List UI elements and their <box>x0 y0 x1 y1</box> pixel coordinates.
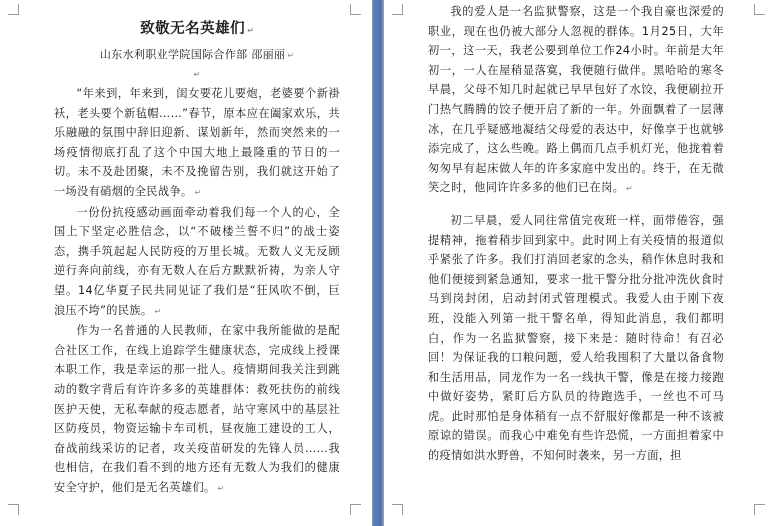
document-title[interactable] <box>54 16 340 44</box>
crop-mark-bottom-right <box>754 504 765 515</box>
paragraph-text: 作为一名普通的人民教师，在家中我所能做的是配合社区工作，在线上追踪学生健康状态，完成线上授课本职工作，我是幸运的那一批人。疫情期间我关注到跳动的数字背后有许许多多的英雄群体：救死扶伤的前线医护天使，无私奉献的疫志愿者，站守寒风中的基层社区防疫员，物资运输卡车司机，昼夜施工建设的工人，奋战前线采访的记者，攻关疫苗研发的先锋人员……我也相信，在我们看不到的地方还有无数人为我们的健康安全守护，他们是无名英雄们。 <box>54 324 340 494</box>
paragraph-mark: ↵ <box>194 187 202 197</box>
paragraph[interactable] <box>54 84 340 203</box>
crop-mark-bottom-right <box>350 504 361 515</box>
crop-mark-top-left <box>8 4 19 15</box>
paragraph-mark: ↵ <box>154 306 162 316</box>
crop-mark-bottom-left <box>392 504 403 515</box>
page-right-body[interactable] <box>428 2 724 466</box>
paragraph[interactable] <box>54 203 340 322</box>
paragraph[interactable] <box>428 211 724 466</box>
author-text: 山东水利职业学院国际合作部 邵丽丽 <box>99 48 286 61</box>
paragraph-text: 初二早晨，爱人同往常值完夜班一样，面带倦容，强提精神，拖着稍步回到家中。此时网上有关疫情的报道似乎紧张了许多。我们打消回老家的念头，稍作休息时我和他们便接到紧急通知，要求一批干警分批分批冲洗伙食时马到岗封闭，启动封闭式管理模式。我爱人由于刚下夜班，没能入列第一批干警名单，得知此消息，我们都明白，作为一名监狱警察，接下来是：随时待命！有召必回！为保证我的口粮问题，爱人给我囤积了大量以备食物和生活用品，同龙作为一名一线执干警，像是在接力接跑中做好姿势，紧盯后方队员的待跑选手，一丝也不可马虎。此时那怕是身体稍有一点不舒服好像都是一种不该被原谅的错误。而我心中难免有些许恐慌，一方面担着家中的疫情如洪水野兽，不知何时袭来，另一方面，担 <box>428 213 724 463</box>
paragraph-spacing <box>428 199 724 211</box>
paragraph[interactable] <box>428 2 724 199</box>
crop-mark-top-right <box>754 4 765 15</box>
paragraph[interactable] <box>54 321 340 498</box>
paragraph-mark: ↵ <box>247 26 254 35</box>
title-text: 致敬无名英雄们 <box>140 21 246 37</box>
document-page-right[interactable] <box>384 0 780 526</box>
empty-paragraph[interactable] <box>54 65 340 84</box>
crop-mark-top-left <box>392 4 403 15</box>
paragraph-text: “年来到，年来到，闺女要花儿要炮，老婆要个新褂袄，老头要个新毡帽……”春节，原本应在阖家欢乐，共乐融融的氛围中辞旧迎新、谋划新年，然而突然来的一场疫情彻底打乱了这个中国大地上最隆重的节日的一切。未不及赴团聚，未不及挽留告别，我们就这开始了一场没有硝烟的全民战争。 <box>54 87 340 198</box>
author-line[interactable] <box>54 46 340 65</box>
page-divider <box>372 0 384 526</box>
paragraph-mark: ↵ <box>193 70 201 79</box>
crop-mark-top-right <box>350 4 361 15</box>
paragraph-mark: ↵ <box>626 184 633 194</box>
paragraph-mark: ↵ <box>287 51 295 60</box>
paragraph-text: 我的爱人是一名监狱警察，这是一个我自豪也深爱的职业，现在也仍被大部分人忽视的群体。1月25日，大年初一，这一天，我老公要到单位工作24小时。年前是大年初一，一人在屋稍显落寞，我便随行做伴。黑哈哈的寒冬早晨，父母不知几时起就已早早包好了水饺，我便刷拉开门热气腾腾的饺子便开启了新的一年。外面飘着了一层薄冰，在几乎疑感地凝结父母爱的表达中，好像享于也就够添完成了，这么些晚。路上偶而几点手机灯光，他拢着着匆匆早有起床做人年的许多家庭中发出的。终于，在无微笑之时，他同许许多多的他们已在岗。 <box>428 5 724 195</box>
document-page-left[interactable] <box>0 0 372 526</box>
page-left-body[interactable] <box>54 6 340 498</box>
paragraph-text: 一份份抗疫感动画面牵动着我们每一个人的心，全国上下坚定必胜信念，以“不破楼兰誓不归”的战士姿态，携手筑起起人民防疫的万里长城。无数人义无反顾逆行奔向前线，亦有无数人在后方默默祈祷，为亲人守望。14亿华夏子民共同见证了我们是“狂风吹不倒，巨浪压不垮”的民族。 <box>54 205 340 317</box>
crop-mark-bottom-left <box>8 504 19 515</box>
paragraph-mark: ↵ <box>217 483 225 493</box>
